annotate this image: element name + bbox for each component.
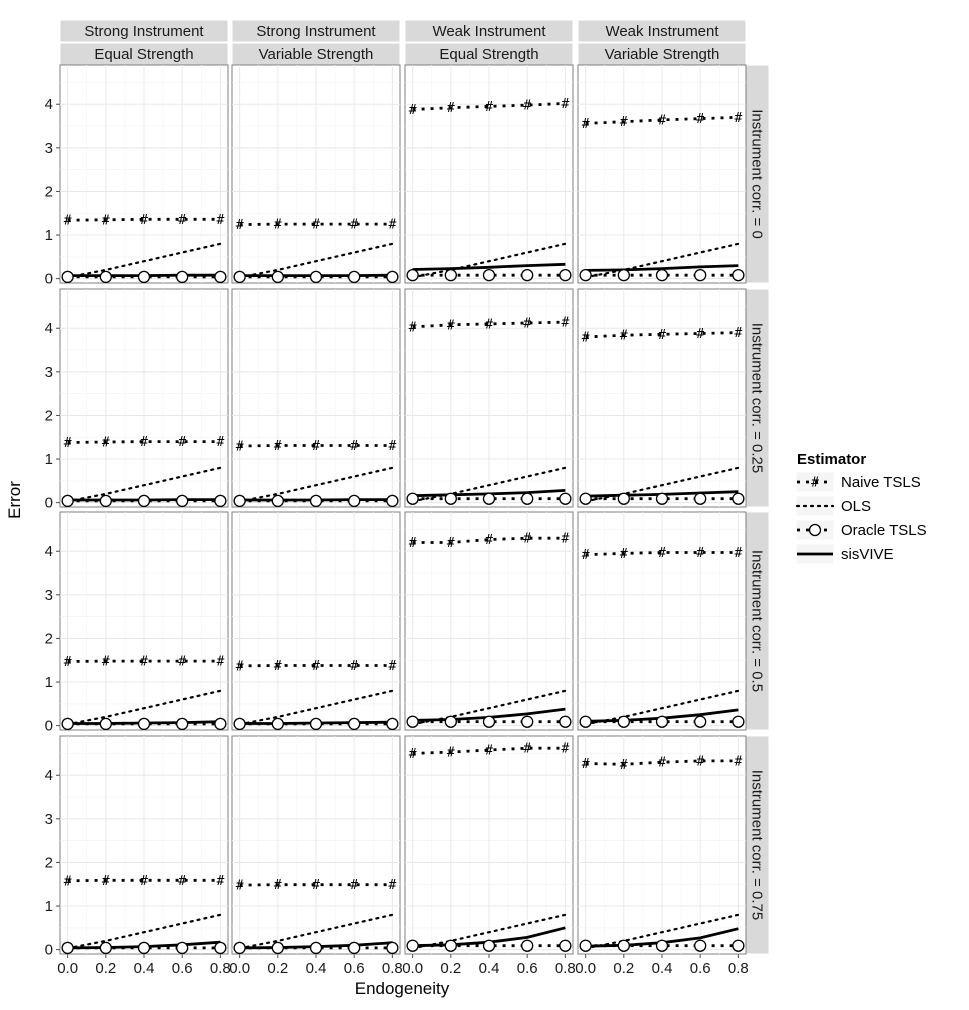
point-oracle-tsls	[618, 940, 629, 951]
column-strip-bottom-label-1: Equal Strength	[94, 46, 194, 63]
point-oracle-tsls	[695, 493, 706, 504]
point-oracle-tsls	[311, 495, 322, 506]
point-oracle-tsls	[177, 271, 188, 282]
legend-title: Estimator	[797, 451, 867, 468]
point-naive-tsls: #	[581, 330, 590, 346]
point-oracle-tsls	[349, 718, 360, 729]
point-oracle-tsls	[272, 495, 283, 506]
point-oracle-tsls	[100, 271, 111, 282]
point-oracle-tsls	[407, 270, 418, 281]
x-tick-label: 0.8	[209, 960, 231, 977]
x-tick-label: 0.2	[440, 960, 462, 977]
row-strip-label-1: Instrument corr. = 0	[748, 109, 766, 239]
x-tick-label: 0.6	[343, 960, 365, 977]
point-oracle-tsls	[272, 271, 283, 282]
point-naive-tsls: #	[101, 873, 110, 889]
point-naive-tsls: #	[312, 217, 320, 233]
point-naive-tsls: #	[408, 102, 417, 118]
point-oracle-tsls	[387, 718, 398, 729]
y-tick-label: 4	[44, 96, 53, 114]
point-oracle-tsls	[349, 495, 360, 506]
y-tick-label: 1	[44, 227, 53, 245]
point-oracle-tsls	[311, 271, 322, 282]
point-naive-tsls: #	[561, 96, 570, 112]
x-tick-label: 0.4	[133, 960, 155, 977]
chart-panels	[60, 65, 746, 954]
point-naive-tsls: #	[485, 317, 493, 333]
point-naive-tsls: #	[101, 654, 110, 670]
y-tick-label: 2	[44, 407, 53, 425]
x-tick-label: 0.8	[554, 960, 576, 977]
panel-r3-c3	[405, 512, 573, 730]
point-naive-tsls: #	[312, 658, 320, 674]
point-oracle-tsls	[349, 942, 360, 953]
point-oracle-tsls	[215, 495, 226, 506]
panel-r2-c1	[60, 289, 228, 507]
y-axis-title: Error	[5, 481, 24, 519]
legend-item-naive-tsls	[796, 472, 921, 492]
y-tick-label: 3	[44, 363, 53, 381]
point-naive-tsls: #	[235, 439, 244, 455]
point-oracle-tsls	[580, 270, 591, 281]
column-strip-top-label-4: Weak Instrument	[605, 23, 719, 40]
point-oracle-tsls	[139, 495, 150, 506]
row-strips	[746, 65, 769, 954]
panel-r4-c4	[578, 736, 746, 954]
point-oracle-tsls	[445, 940, 456, 951]
point-naive-tsls: #	[581, 756, 590, 772]
point-naive-tsls: #	[350, 439, 359, 455]
point-naive-tsls: #	[485, 743, 493, 759]
point-naive-tsls: #	[658, 327, 666, 343]
point-naive-tsls: #	[350, 217, 359, 233]
point-oracle-tsls	[580, 493, 591, 504]
point-oracle-tsls	[407, 940, 418, 951]
point-naive-tsls: #	[734, 546, 743, 562]
point-oracle-tsls	[618, 270, 629, 281]
x-tick-label: 0.2	[613, 960, 635, 977]
panel-r1-c1	[60, 65, 228, 283]
point-oracle-tsls	[580, 940, 591, 951]
x-axis-title: Endogeneity	[354, 979, 450, 998]
panel-r4-c2	[232, 736, 400, 954]
x-tick-label: 0.2	[95, 960, 117, 977]
x-tick-label: 0.4	[478, 960, 500, 977]
point-naive-tsls: #	[273, 658, 282, 674]
legend-key-hash-mark: #	[811, 475, 819, 491]
point-oracle-tsls	[177, 495, 188, 506]
panel-r3-c4	[578, 512, 746, 730]
row-strip-label-3: Instrument corr. = 0.5	[748, 549, 766, 693]
point-naive-tsls: #	[696, 112, 705, 128]
point-oracle-tsls	[62, 271, 73, 282]
point-naive-tsls: #	[235, 218, 244, 234]
point-oracle-tsls	[657, 493, 668, 504]
point-oracle-tsls	[349, 271, 360, 282]
legend-key-background	[796, 496, 834, 516]
point-naive-tsls: #	[388, 439, 397, 455]
point-naive-tsls: #	[658, 755, 666, 771]
point-naive-tsls: #	[446, 318, 455, 334]
y-tick-label: 4	[44, 767, 53, 785]
point-naive-tsls: #	[581, 116, 590, 132]
point-oracle-tsls	[311, 718, 322, 729]
point-naive-tsls: #	[388, 878, 397, 894]
point-oracle-tsls	[234, 495, 245, 506]
point-oracle-tsls	[100, 942, 111, 953]
point-oracle-tsls	[445, 493, 456, 504]
point-oracle-tsls	[580, 716, 591, 727]
point-oracle-tsls	[522, 270, 533, 281]
point-oracle-tsls	[215, 942, 226, 953]
point-naive-tsls: #	[101, 213, 110, 229]
point-oracle-tsls	[695, 716, 706, 727]
legend-label: Naive TSLS	[841, 474, 921, 491]
point-naive-tsls: #	[63, 435, 72, 451]
point-naive-tsls: #	[696, 754, 705, 770]
point-naive-tsls: #	[273, 217, 282, 233]
point-naive-tsls: #	[446, 101, 455, 117]
point-naive-tsls: #	[619, 757, 628, 773]
point-naive-tsls: #	[216, 654, 225, 670]
point-naive-tsls: #	[312, 439, 320, 455]
point-naive-tsls: #	[485, 532, 493, 548]
point-oracle-tsls	[234, 718, 245, 729]
point-naive-tsls: #	[178, 435, 187, 451]
point-naive-tsls: #	[658, 113, 666, 129]
point-oracle-tsls	[100, 718, 111, 729]
point-naive-tsls: #	[696, 546, 705, 562]
x-axis	[57, 954, 749, 977]
y-tick-label: 4	[44, 320, 53, 338]
point-oracle-tsls	[407, 716, 418, 727]
point-oracle-tsls	[484, 716, 495, 727]
point-oracle-tsls	[234, 271, 245, 282]
point-oracle-tsls	[733, 493, 744, 504]
point-oracle-tsls	[177, 942, 188, 953]
x-tick-label: 0.0	[229, 960, 251, 977]
point-oracle-tsls	[657, 270, 668, 281]
point-oracle-tsls	[387, 271, 398, 282]
legend-key-circle	[810, 525, 821, 536]
point-oracle-tsls	[177, 718, 188, 729]
point-oracle-tsls	[522, 940, 533, 951]
column-strip-top-label-2: Strong Instrument	[256, 23, 376, 40]
panel-r2-c4	[578, 289, 746, 507]
point-naive-tsls: #	[216, 873, 225, 889]
point-naive-tsls: #	[140, 654, 148, 670]
point-oracle-tsls	[484, 493, 495, 504]
point-naive-tsls: #	[658, 546, 666, 562]
x-tick-label: 0.0	[402, 960, 424, 977]
legend-label: OLS	[841, 498, 872, 515]
point-naive-tsls: #	[388, 658, 397, 674]
column-strips	[60, 20, 746, 65]
point-naive-tsls: #	[140, 212, 148, 228]
point-oracle-tsls	[139, 271, 150, 282]
point-naive-tsls: #	[140, 873, 148, 889]
legend-item-oracle-tsls	[796, 520, 927, 540]
x-tick-label: 0.6	[171, 960, 193, 977]
y-tick-label: 1	[44, 451, 53, 469]
y-tick-label: 1	[44, 674, 53, 692]
point-oracle-tsls	[560, 940, 571, 951]
point-naive-tsls: #	[446, 745, 455, 761]
panel-r1-c4	[578, 65, 746, 283]
x-tick-label: 0.6	[516, 960, 538, 977]
column-strip-top-label-3: Weak Instrument	[432, 23, 546, 40]
point-oracle-tsls	[62, 718, 73, 729]
point-naive-tsls: #	[619, 115, 628, 131]
y-tick-label: 0	[44, 494, 53, 512]
panel-r2-c2	[232, 289, 400, 507]
point-oracle-tsls	[733, 940, 744, 951]
point-naive-tsls: #	[485, 99, 493, 115]
x-tick-label: 0.6	[689, 960, 711, 977]
point-naive-tsls: #	[408, 536, 417, 552]
point-oracle-tsls	[657, 940, 668, 951]
point-naive-tsls: #	[63, 874, 72, 890]
y-tick-label: 3	[44, 810, 53, 828]
panel-r4-c1	[60, 736, 228, 954]
legend-items	[796, 472, 927, 564]
column-strip-top-label-1: Strong Instrument	[84, 23, 204, 40]
point-oracle-tsls	[62, 495, 73, 506]
point-oracle-tsls	[139, 718, 150, 729]
point-naive-tsls: #	[235, 659, 244, 675]
x-tick-label: 0.2	[267, 960, 289, 977]
y-tick-label: 2	[44, 183, 53, 201]
point-oracle-tsls	[560, 716, 571, 727]
x-tick-label: 0.8	[381, 960, 403, 977]
y-tick-label: 3	[44, 139, 53, 157]
point-naive-tsls: #	[619, 546, 628, 562]
panel-r3-c1	[60, 512, 228, 730]
x-tick-label: 0.8	[727, 960, 749, 977]
point-naive-tsls: #	[388, 217, 397, 233]
point-naive-tsls: #	[178, 873, 187, 889]
point-oracle-tsls	[560, 493, 571, 504]
point-naive-tsls: #	[523, 98, 532, 114]
column-strip-bottom-label-2: Variable Strength	[258, 46, 374, 63]
point-naive-tsls: #	[561, 531, 570, 547]
point-oracle-tsls	[445, 716, 456, 727]
point-oracle-tsls	[733, 270, 744, 281]
y-tick-label: 2	[44, 854, 53, 872]
point-naive-tsls: #	[734, 110, 743, 126]
point-naive-tsls: #	[178, 654, 187, 670]
point-naive-tsls: #	[523, 741, 532, 757]
point-naive-tsls: #	[216, 212, 225, 228]
legend-item-ols	[796, 496, 871, 516]
point-naive-tsls: #	[561, 741, 570, 757]
panel-r1-c2	[232, 65, 400, 283]
point-naive-tsls: #	[581, 548, 590, 564]
legend-label: Oracle TSLS	[841, 522, 927, 539]
point-oracle-tsls	[311, 942, 322, 953]
point-oracle-tsls	[445, 270, 456, 281]
point-oracle-tsls	[695, 270, 706, 281]
point-naive-tsls: #	[216, 435, 225, 451]
y-axis	[45, 96, 60, 958]
y-tick-label: 4	[44, 543, 53, 561]
point-oracle-tsls	[522, 493, 533, 504]
point-oracle-tsls	[215, 271, 226, 282]
point-oracle-tsls	[484, 270, 495, 281]
point-oracle-tsls	[272, 718, 283, 729]
x-tick-label: 0.4	[305, 960, 327, 977]
point-naive-tsls: #	[350, 658, 359, 674]
point-oracle-tsls	[215, 718, 226, 729]
x-tick-label: 0.4	[651, 960, 673, 977]
point-naive-tsls: #	[561, 315, 570, 331]
point-naive-tsls: #	[273, 878, 282, 894]
point-oracle-tsls	[387, 495, 398, 506]
y-tick-label: 0	[44, 941, 53, 959]
point-oracle-tsls	[407, 493, 418, 504]
point-naive-tsls: #	[523, 531, 532, 547]
point-naive-tsls: #	[178, 212, 187, 228]
y-tick-label: 1	[44, 898, 53, 916]
legend-item-sisvive	[796, 544, 894, 564]
legend	[796, 451, 927, 564]
x-tick-label: 0.0	[57, 960, 79, 977]
point-oracle-tsls	[733, 716, 744, 727]
point-naive-tsls: #	[446, 536, 455, 552]
point-oracle-tsls	[272, 942, 283, 953]
point-oracle-tsls	[657, 716, 668, 727]
point-oracle-tsls	[522, 716, 533, 727]
point-oracle-tsls	[100, 495, 111, 506]
point-naive-tsls: #	[523, 316, 532, 332]
point-naive-tsls: #	[696, 326, 705, 342]
point-naive-tsls: #	[734, 326, 743, 342]
point-naive-tsls: #	[140, 435, 148, 451]
point-oracle-tsls	[234, 942, 245, 953]
point-oracle-tsls	[618, 493, 629, 504]
y-tick-label: 0	[44, 717, 53, 735]
y-tick-label: 2	[44, 630, 53, 648]
point-naive-tsls: #	[408, 320, 417, 336]
panel-r4-c3	[405, 736, 573, 954]
point-naive-tsls: #	[734, 754, 743, 770]
point-oracle-tsls	[695, 940, 706, 951]
column-strip-bottom-label-3: Equal Strength	[439, 46, 539, 63]
point-naive-tsls: #	[408, 746, 417, 762]
point-naive-tsls: #	[350, 878, 359, 894]
panel-r2-c3	[405, 289, 573, 507]
point-oracle-tsls	[560, 270, 571, 281]
point-naive-tsls: #	[235, 878, 244, 894]
column-strip-bottom-label-4: Variable Strength	[604, 46, 720, 63]
x-tick-label: 0.0	[575, 960, 597, 977]
point-naive-tsls: #	[63, 655, 72, 671]
point-naive-tsls: #	[63, 213, 72, 229]
point-naive-tsls: #	[101, 435, 110, 451]
point-oracle-tsls	[387, 942, 398, 953]
panel-r3-c2	[232, 512, 400, 730]
y-tick-label: 0	[44, 270, 53, 288]
panel-r1-c3	[405, 65, 573, 283]
point-naive-tsls: #	[312, 878, 320, 894]
point-naive-tsls: #	[273, 439, 282, 455]
legend-label: sisVIVE	[841, 546, 894, 563]
point-naive-tsls: #	[619, 328, 628, 344]
point-oracle-tsls	[139, 942, 150, 953]
row-strip-label-2: Instrument corr. = 0.25	[748, 322, 766, 474]
point-oracle-tsls	[484, 940, 495, 951]
row-strip-label-4: Instrument corr. = 0.75	[748, 769, 766, 921]
y-tick-label: 3	[44, 586, 53, 604]
point-oracle-tsls	[62, 942, 73, 953]
point-oracle-tsls	[618, 716, 629, 727]
